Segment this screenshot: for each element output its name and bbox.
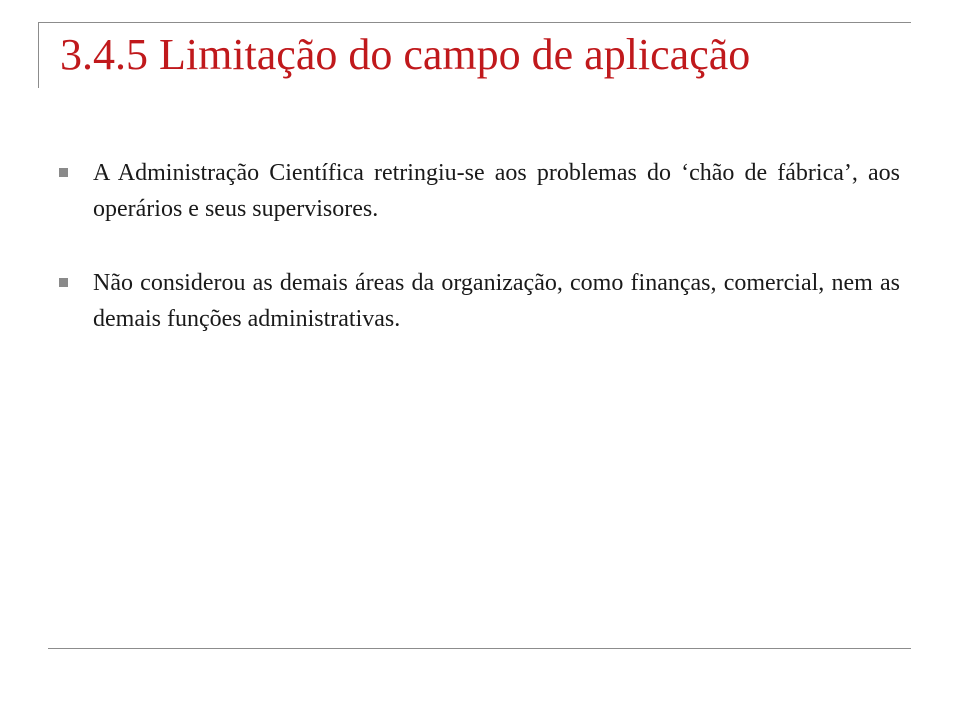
slide-title: 3.4.5 Limitação do campo de aplicação [60,30,751,79]
square-bullet-icon [59,278,68,287]
square-bullet-icon [59,168,68,177]
title-left-rule [38,22,39,88]
bullet-list [57,155,900,375]
bullet-text: Não considerou as demais áreas da organização, como finanças, comercial, nem as demais funções administrativas. [93,270,900,332]
footer-rule [48,648,911,649]
bullet-text: A Administração Científica retringiu-se aos problemas do ‘chão de fábrica’, aos operários e seus supervisores. [93,160,900,222]
bullet-item [57,265,900,337]
bullet-item [57,155,900,227]
